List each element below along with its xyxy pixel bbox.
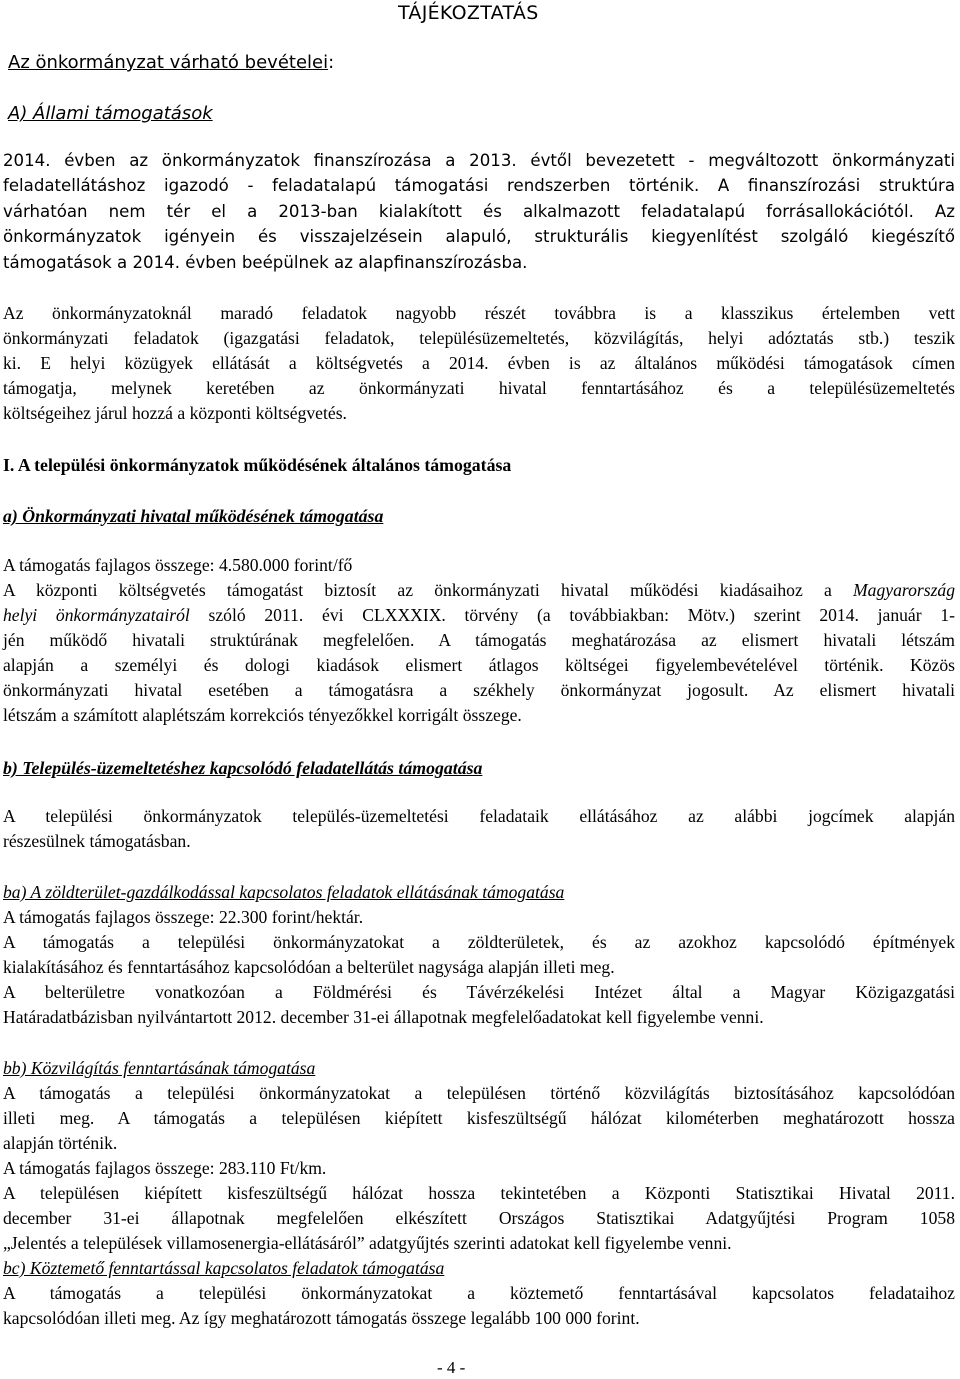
text-line: 2014. évben az önkormányzatok finanszírozása a 2013. évtől bevezetett - megváltozott önkormányzati xyxy=(3,151,955,170)
revenues-heading xyxy=(8,52,334,73)
section-ba xyxy=(3,880,955,1030)
section-a-heading: a) Önkormányzati hivatal működésének támogatása xyxy=(3,506,384,526)
text-line: A támogatás a települési önkormányzatokat a zöldterületek, és az azokhoz kapcsolódó építmények xyxy=(3,932,955,952)
text-run: A központi költségvetés támogatást biztosít az önkormányzati hivatal működési kiadásaihoz a xyxy=(3,580,832,600)
section-a-body xyxy=(3,553,955,728)
text-line: A településen kiépített kisfeszültségű hálózat hossza tekintetében a Központi Statisztikai Hivatal 2011. xyxy=(3,1183,955,1203)
text-run: szóló 2011. évi CLXXXIX. törvény (a továbbiakban: Mötv.) szerint 2014. január 1- xyxy=(208,605,955,625)
text-line: önkormányzatok igényein és visszajelzésein alapuló, strukturális kiegyenlítést szolgáló kiegészítő xyxy=(3,227,955,247)
support-rate-a: A támogatás fajlagos összege: 4.580.000 forint/fő xyxy=(3,555,353,575)
state-support-heading: A) Állami támogatások xyxy=(8,103,213,124)
section-ba-heading: ba) A zöldterület-gazdálkodással kapcsolatos feladatok ellátásának támogatása xyxy=(3,882,565,902)
text-line: támogatások a 2014. évben beépülnek az alapfinanszírozásba. xyxy=(3,252,528,272)
law-title-italic: Magyarország xyxy=(853,580,956,600)
section-b-heading: b) Település-üzemeltetéshez kapcsolódó feladatellátás támogatása xyxy=(3,758,483,778)
section-bc xyxy=(3,1256,955,1331)
text-line: alapján történik. xyxy=(3,1133,118,1153)
text-line: A települési önkormányzatok település-üzemeltetési feladataik ellátásához az alábbi jogcímek alapján xyxy=(3,806,955,826)
text-line: december 31-ei állapotnak megfelelően elkészített Országos Statisztikai Adatgyűjtési Program 1058 xyxy=(3,1208,955,1228)
page-header-title: TÁJÉKOZTATÁS xyxy=(398,2,539,24)
text-line xyxy=(3,578,955,603)
text-line: Az önkormányzatoknál maradó feladatok nagyobb részét továbbra is a klasszikus értelemben vett xyxy=(3,303,955,323)
text-line: A belterületre vonatkozóan a Földmérési és Távérzékelési Intézet által a Magyar Közigazgatási xyxy=(3,982,955,1002)
section-b-body xyxy=(3,804,955,854)
text-line: A támogatás a települési önkormányzatokat a településen történő közvilágítás biztosításához kapcsolódóan xyxy=(3,1083,955,1103)
page-number: - 4 - xyxy=(437,1358,466,1377)
text-line: illeti meg. A támogatás a településen kiépített kisfeszültségű hálózat kilométerben meghatározott hossza xyxy=(3,1108,955,1128)
text-line: létszám a számított alaplétszám korrekciós tényezőkkel korrigált összege. xyxy=(3,705,522,725)
section-bb xyxy=(3,1056,955,1256)
section-bc-heading: bc) Köztemető fenntartással kapcsolatos feladatok támogatása xyxy=(3,1258,445,1278)
text-line: részesülnek támogatásban. xyxy=(3,831,191,851)
support-rate-ba: A támogatás fajlagos összege: 22.300 forint/hektár. xyxy=(3,907,364,927)
text-line: költségeihez járul hozzá a központi költségvetés. xyxy=(3,403,347,423)
text-line: önkormányzati hivatal esetében a támogatásra a székhely önkormányzat jogosult. Az elismert hivatali xyxy=(3,680,955,700)
revenues-heading-colon: : xyxy=(328,52,335,73)
text-line: támogatja, melynek keretében az önkormányzati hivatal fenntartásához és a településüzemeltetés xyxy=(3,378,955,398)
law-title-italic: helyi önkormányzatairól xyxy=(3,605,190,625)
text-line: kialakításához és fenntartásához kapcsolódóan a belterület nagysága alapján illeti meg. xyxy=(3,957,615,977)
revenues-heading-text: Az önkormányzat várható bevételei xyxy=(8,52,329,73)
paragraph-financing xyxy=(3,148,955,275)
text-line: várhatóan nem tér el a 2013-ban kialakított és alkalmazott feladatalapú forrásallokációtól. Az xyxy=(3,201,955,221)
paragraph-tasks xyxy=(3,301,955,426)
text-line: „Jelentés a települések villamosenergia-ellátásáról” adatgyűjtés szerinti adatokat kell figyelembe venni. xyxy=(3,1233,732,1253)
text-line: ki. E helyi közügyek ellátását a költségvetés a 2014. évben is az általános működési támogatások címen xyxy=(3,353,955,373)
text-line: önkormányzati feladatok (igazgatási feladatok, településüzemeltetés, közvilágítás, helyi adóztatás stb.) teszik xyxy=(3,328,955,348)
text-line: kapcsolódóan illeti meg. Az így meghatározott támogatás összege legalább 100 000 forint. xyxy=(3,1308,640,1328)
text-line: feladatellátáshoz igazodó - feladatalapú támogatási rendszerben történik. A finanszírozási struktúra xyxy=(3,176,955,196)
text-line: alapján a személyi és dologi kiadások elismert átlagos költségei figyelembevételével történik. Közös xyxy=(3,655,955,675)
text-line: jén működő hivatali struktúrának megfelelően. A támogatás meghatározása az elismert hivatali létszám xyxy=(3,630,955,650)
text-line: A támogatás a települési önkormányzatokat a köztemető fenntartásával kapcsolatos feladataihoz xyxy=(3,1283,955,1303)
text-line: Határadatbázisban nyilvántartott 2012. december 31-ei állapotnak megfelelőadatokat kell figyelembe venni. xyxy=(3,1007,764,1027)
section-bb-heading: bb) Közvilágítás fenntartásának támogatása xyxy=(3,1058,316,1078)
section-I-heading: I. A települési önkormányzatok működésének általános támogatása xyxy=(3,455,512,475)
support-rate-bb: A támogatás fajlagos összege: 283.110 Ft/km. xyxy=(3,1158,327,1178)
text-line xyxy=(3,603,955,628)
